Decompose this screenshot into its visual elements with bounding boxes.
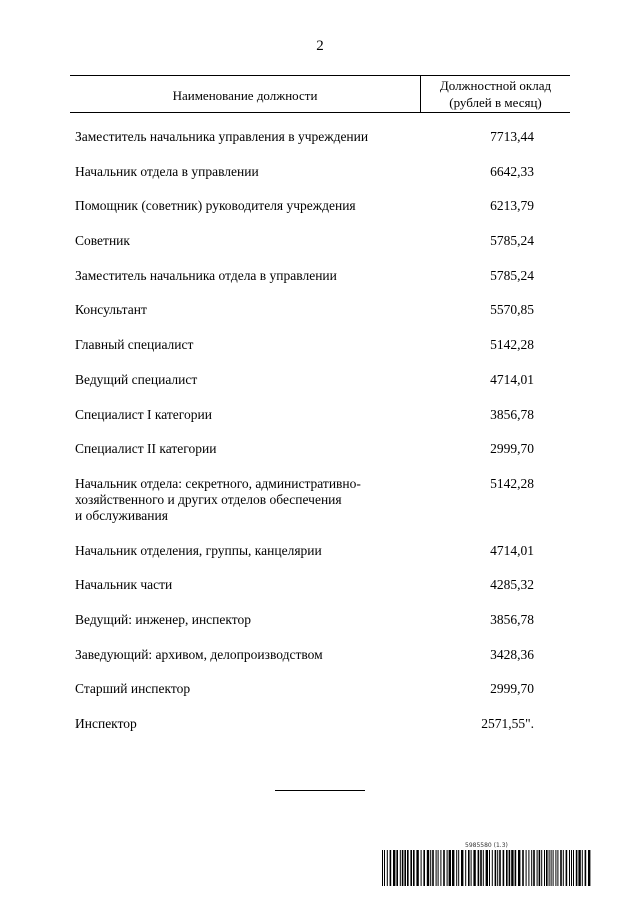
barcode-bar bbox=[509, 850, 511, 886]
barcode-bar bbox=[387, 850, 388, 886]
barcode-bar bbox=[492, 850, 493, 886]
position-name: Специалист II категории bbox=[75, 441, 217, 457]
barcode-bar bbox=[443, 850, 445, 886]
table-header bbox=[70, 75, 570, 113]
position-name: Старший инспектор bbox=[75, 681, 191, 697]
barcode-bar bbox=[468, 850, 470, 886]
barcode-bar bbox=[506, 850, 508, 886]
barcode-bar bbox=[384, 850, 385, 886]
salary-value: 4285,32 bbox=[490, 577, 534, 593]
salary-header-line2: (рублей в месяц) bbox=[449, 95, 542, 110]
salary-value: 7713,44 bbox=[490, 129, 534, 144]
footer-separator-line bbox=[275, 790, 365, 791]
barcode-bar bbox=[537, 850, 538, 886]
position-name: Начальник отдела в управлении bbox=[75, 163, 259, 179]
position-name: Инспектор bbox=[75, 716, 137, 731]
barcode-bar bbox=[404, 850, 406, 886]
barcode-bar bbox=[515, 850, 517, 886]
column-header-salary bbox=[421, 76, 570, 112]
salary-header-line1: Должностной оклад bbox=[439, 78, 552, 93]
barcode-bar bbox=[588, 850, 590, 886]
barcode-bar bbox=[499, 850, 501, 886]
barcode-bar bbox=[452, 850, 454, 886]
salary-value: 5785,24 bbox=[490, 267, 534, 283]
table-row bbox=[75, 577, 570, 593]
barcode-bar bbox=[473, 850, 475, 886]
barcode-bar bbox=[486, 850, 488, 886]
position-name: Помощник (советник) руководителя учреждения bbox=[75, 198, 356, 214]
barcode-bar bbox=[557, 850, 558, 886]
barcode-bar bbox=[432, 850, 434, 886]
table-row bbox=[75, 337, 570, 353]
barcode-bar bbox=[480, 850, 482, 886]
barcode-bar bbox=[478, 850, 480, 886]
position-name: Советник bbox=[75, 233, 130, 249]
barcode-bar bbox=[569, 850, 570, 886]
barcode-bar bbox=[407, 850, 409, 886]
salary-value: 5570,85 bbox=[490, 302, 534, 318]
table-row bbox=[75, 233, 570, 249]
position-name-line: Начальник отдела: секретного, административно- bbox=[75, 475, 361, 491]
barcode-bar bbox=[421, 850, 422, 886]
barcode-bar bbox=[449, 850, 451, 886]
position-name-line: хозяйственного и других отделов обеспечения bbox=[75, 491, 342, 507]
barcode-bar bbox=[489, 850, 490, 886]
barcode-bar bbox=[578, 850, 580, 886]
position-name: Консультант bbox=[75, 302, 147, 318]
table-row bbox=[75, 407, 570, 423]
barcode-bar bbox=[582, 850, 583, 886]
barcode bbox=[380, 842, 592, 886]
barcode-bar bbox=[456, 850, 457, 886]
barcode-bar bbox=[549, 850, 550, 886]
salary-value: 3856,78 bbox=[490, 406, 534, 422]
table-row bbox=[75, 302, 570, 318]
barcode-bar bbox=[555, 850, 556, 886]
barcode-bar bbox=[551, 850, 552, 886]
barcode-bar bbox=[571, 850, 572, 886]
barcode-bar bbox=[497, 850, 498, 886]
barcode-bar bbox=[416, 850, 418, 886]
barcode-icon bbox=[380, 850, 592, 886]
barcode-bar bbox=[483, 850, 484, 886]
barcode-bar bbox=[585, 850, 587, 886]
salary-value: 6213,79 bbox=[490, 198, 534, 214]
table-row bbox=[75, 268, 570, 284]
barcode-bar bbox=[544, 850, 545, 886]
position-name: Заместитель начальника управления в учреждении bbox=[75, 129, 369, 144]
salary-value: 5142,28 bbox=[490, 337, 534, 353]
barcode-bar bbox=[458, 850, 459, 886]
barcode-bar bbox=[413, 850, 415, 886]
table-row bbox=[75, 716, 570, 732]
barcode-bar bbox=[396, 850, 398, 886]
salary-value: 5142,28 bbox=[490, 475, 534, 491]
barcode-bar bbox=[511, 850, 513, 886]
table-row bbox=[75, 441, 570, 457]
barcode-bar bbox=[576, 850, 578, 886]
barcode-bar bbox=[427, 850, 429, 886]
barcode-bar bbox=[560, 850, 562, 886]
table-body bbox=[75, 129, 570, 751]
salary-value: 3428,36 bbox=[490, 646, 534, 662]
barcode-bar bbox=[546, 850, 548, 886]
barcode-bar bbox=[461, 850, 463, 886]
table-row bbox=[75, 129, 570, 145]
salary-value: 4714,01 bbox=[490, 371, 534, 387]
table-row bbox=[75, 476, 570, 524]
barcode-bar bbox=[438, 850, 439, 886]
barcode-bar bbox=[440, 850, 441, 886]
barcode-label: 5985580 (1.3) bbox=[465, 842, 508, 849]
salary-value: 5785,24 bbox=[490, 233, 534, 249]
salary-value: 4714,01 bbox=[490, 542, 534, 558]
salary-value: 2571,55". bbox=[481, 716, 534, 731]
barcode-bar bbox=[430, 850, 431, 886]
barcode-bar bbox=[436, 850, 437, 886]
position-name: Главный специалист bbox=[75, 337, 194, 353]
barcode-bar bbox=[410, 850, 412, 886]
barcode-bar bbox=[465, 850, 466, 886]
barcode-bar bbox=[423, 850, 425, 886]
table-row bbox=[75, 164, 570, 180]
barcode-bar bbox=[390, 850, 392, 886]
barcode-bar bbox=[539, 850, 541, 886]
salary-table bbox=[70, 75, 570, 731]
barcode-bar bbox=[402, 850, 404, 886]
salary-value: 3856,78 bbox=[490, 611, 534, 627]
barcode-bar bbox=[400, 850, 401, 886]
table-row bbox=[75, 372, 570, 388]
page-number: 2 bbox=[316, 38, 324, 54]
position-name: Заместитель начальника отдела в управлении bbox=[75, 267, 337, 283]
position-name: Ведущий: инженер, инспектор bbox=[75, 611, 251, 627]
barcode-bar bbox=[522, 850, 524, 886]
barcode-bar bbox=[495, 850, 497, 886]
position-name bbox=[75, 476, 415, 524]
position-name: Ведущий специалист bbox=[75, 371, 198, 387]
table-row bbox=[75, 681, 570, 697]
barcode-bar bbox=[563, 850, 564, 886]
barcode-bar bbox=[393, 850, 395, 886]
position-name: Начальник части bbox=[75, 577, 173, 593]
salary-value: 2999,70 bbox=[490, 681, 534, 697]
barcode-bar bbox=[533, 850, 535, 886]
position-name: Начальник отделения, группы, канцелярии bbox=[75, 542, 322, 558]
barcode-bar bbox=[447, 850, 448, 886]
table-row bbox=[75, 647, 570, 663]
barcode-bar bbox=[553, 850, 554, 886]
position-name: Специалист I категории bbox=[75, 406, 212, 422]
barcode-bar bbox=[528, 850, 529, 886]
barcode-bar bbox=[503, 850, 505, 886]
table-row bbox=[75, 612, 570, 628]
table-row bbox=[75, 198, 570, 214]
column-header-position: Наименование должности bbox=[172, 88, 318, 103]
position-name-line: и обслуживания bbox=[75, 507, 168, 523]
table-row bbox=[75, 543, 570, 559]
salary-value: 2999,70 bbox=[490, 441, 534, 457]
barcode-bar bbox=[526, 850, 527, 886]
barcode-bar bbox=[541, 850, 542, 886]
salary-value: 6642,33 bbox=[490, 163, 534, 179]
barcode-bar bbox=[518, 850, 520, 886]
position-name: Заведующий: архивом, делопроизводством bbox=[75, 646, 323, 662]
barcode-bar bbox=[573, 850, 574, 886]
barcode-bar bbox=[531, 850, 532, 886]
barcode-bar bbox=[471, 850, 472, 886]
barcode-bar bbox=[382, 850, 383, 886]
barcode-bar bbox=[566, 850, 568, 886]
